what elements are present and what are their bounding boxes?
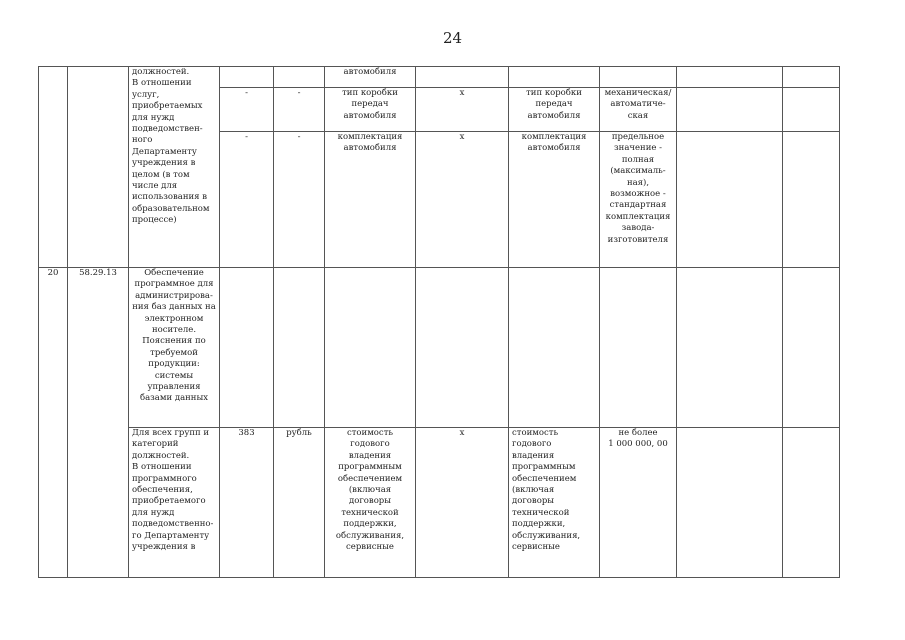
table-row: [39, 428, 840, 578]
justification-cell: [677, 67, 783, 88]
characteristic-cell: тип коробки передач автомобиля: [325, 88, 416, 132]
category-description-cell: Для всех групп и категорий должностей. В отношении программного обеспечения, приобретаемого для нужд подведомственно- го Департаменту учреждения в: [129, 428, 220, 578]
unit-code-cell: [220, 67, 274, 88]
unit-code-cell: -: [220, 132, 274, 268]
justification-cell: [677, 132, 783, 268]
unit-name-cell: -: [274, 132, 325, 268]
function-cell: [783, 268, 840, 428]
characteristic-cell: комплектация автомобиля: [325, 132, 416, 268]
characteristic-cell: комплектация автомобиля: [509, 132, 600, 268]
value-cell: x: [416, 88, 509, 132]
page-number: 24: [442, 29, 463, 47]
justification-cell: [677, 88, 783, 132]
unit-code-cell: -: [220, 88, 274, 132]
characteristic-cell: стоимость годового владения программным обеспечением (включая договоры технической поддержки, обслуживания, сервисные: [509, 428, 600, 578]
value-cell: [416, 67, 509, 88]
okpd-code-cell: [68, 67, 129, 268]
value-cell: [600, 67, 677, 88]
okpd-code-cell: 58.29.13: [68, 268, 129, 578]
table-row: [39, 268, 840, 428]
value-cell: механическая/ автоматиче- ская: [600, 88, 677, 132]
characteristic-cell: [325, 268, 416, 428]
unit-code-cell: 383: [220, 428, 274, 578]
unit-name-cell: [274, 268, 325, 428]
category-description-cell: должностей. В отношении услуг, приобретаемых для нужд подведомствен- ного Департаменту учреждения в целом (в том числе для использования в образовательном процессе): [129, 67, 220, 268]
value-cell: x: [416, 132, 509, 268]
product-name-cell: Обеспечение программное для администрирова- ния баз данных на электронном носителе. Пояснения по требуемой продукции: системы управления базами данных: [129, 268, 220, 428]
characteristic-cell: стоимость годового владения программным обеспечением (включая договоры технической поддержки, обслуживания, сервисные: [325, 428, 416, 578]
characteristic-cell: [509, 268, 600, 428]
unit-name-cell: -: [274, 88, 325, 132]
function-cell: [783, 88, 840, 132]
characteristic-cell: автомобиля: [325, 67, 416, 88]
characteristic-cell: [509, 67, 600, 88]
justification-cell: [677, 428, 783, 578]
value-cell: [416, 268, 509, 428]
value-cell: x: [416, 428, 509, 578]
function-cell: [783, 428, 840, 578]
unit-name-cell: рубль: [274, 428, 325, 578]
characteristic-cell: тип коробки передач автомобиля: [509, 88, 600, 132]
value-cell: [600, 268, 677, 428]
function-cell: [783, 132, 840, 268]
row-number-cell: 20: [39, 268, 68, 578]
table-row: [39, 67, 840, 88]
justification-cell: [677, 268, 783, 428]
unit-name-cell: [274, 67, 325, 88]
value-cell: предельное значение - полная (максималь- ная), возможное - стандартная комплектация завода- изготовителя: [600, 132, 677, 268]
requirements-table: [38, 66, 840, 578]
function-cell: [783, 67, 840, 88]
row-number-cell: [39, 67, 68, 268]
unit-code-cell: [220, 268, 274, 428]
value-cell: не более 1 000 000, 00: [600, 428, 677, 578]
